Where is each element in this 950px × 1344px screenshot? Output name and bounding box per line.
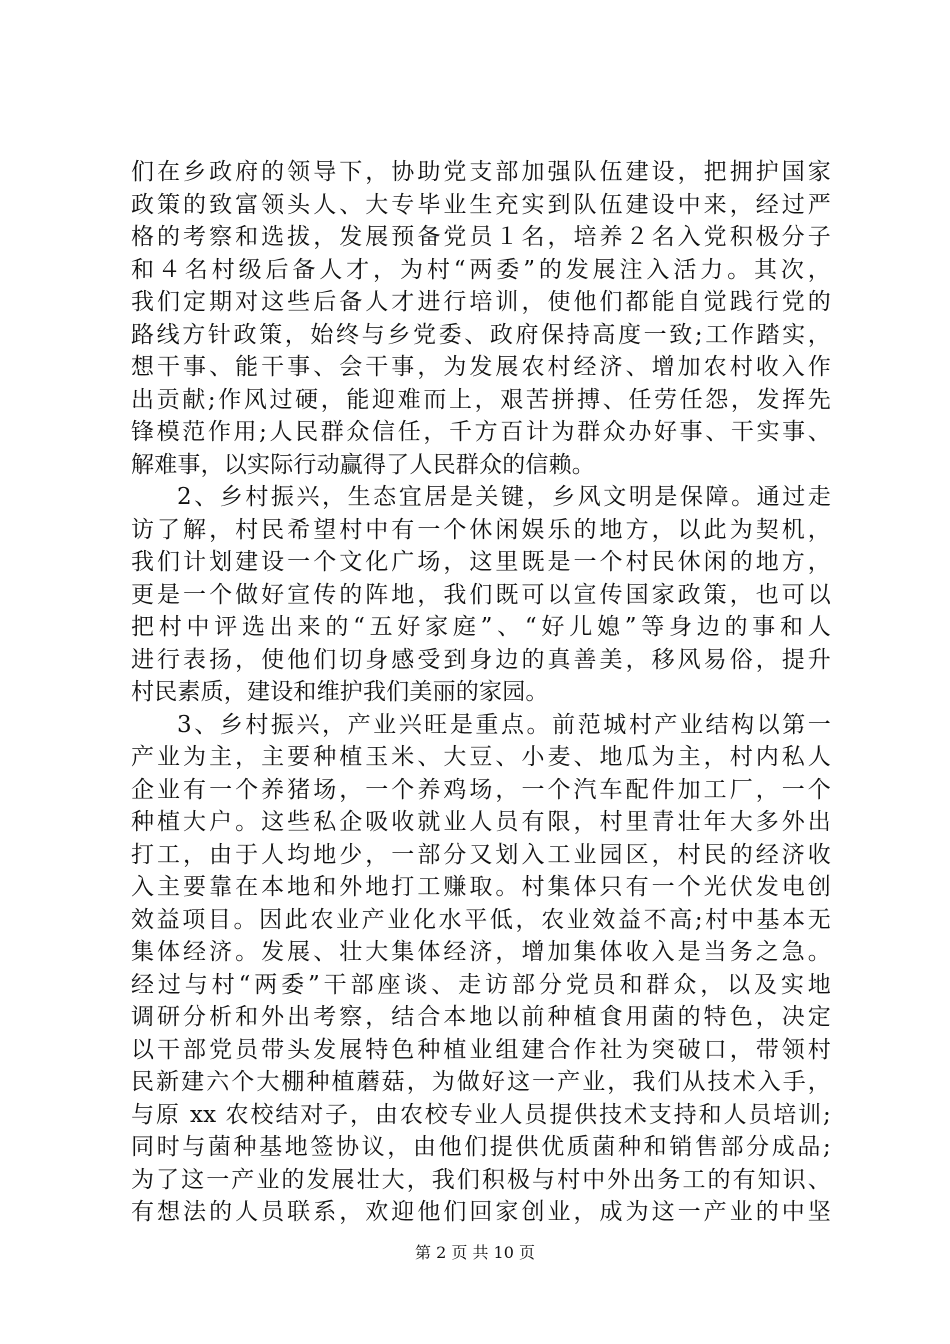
text-line: 我们计划建设一个文化广场，这里既是一个村民休闲的地方， (131, 549, 831, 575)
text-line: 解难事，以实际行动赢得了人民群众的信赖。 (131, 451, 595, 478)
text-line: 集体经济。发展、壮大集体经济，增加集体收入是当务之急。 (131, 939, 831, 965)
text-line: 把村中评选出来的“五好家庭”、“好儿媳”等身边的事和人 (131, 614, 831, 640)
text-line: 政策的致富领头人、大专毕业生充实到队伍建设中来，经过严 (131, 191, 831, 218)
text-line: 打工，由于人均地少，一部分又划入工业园区，村民的经济收 (131, 841, 831, 868)
text-line: 为了这一产业的发展壮大，我们积极与村中外出务工的有知识、 (131, 1166, 831, 1193)
text-line: 种植大户。这些私企吸收就业人员有限，村里青壮年大多外出 (131, 809, 831, 835)
text-line: 产业为主，主要种植玉米、大豆、小麦、地瓜为主，村内私人 (131, 744, 831, 770)
page-footer: 第 2 页 共 10 页 (415, 1243, 535, 1262)
text-line: 2、乡村振兴，生态宜居是关键，乡风文明是保障。通过走 (177, 484, 831, 510)
text-line: 访了解，村民希望村中有一个休闲娱乐的地方，以此为契机， (131, 516, 831, 543)
text-line: 和４名村级后备人才，为村“两委”的发展注入活力。其次， (131, 256, 831, 283)
text-line: 格的考察和选拔，发展预备党员１名，培养２名入党积极分子 (131, 224, 831, 250)
text-line: 更是一个做好宣传的阵地，我们既可以宣传国家政策，也可以 (131, 581, 831, 608)
text-line: 以干部党员带头发展特色种植业组建合作社为突破口，带领村 (131, 1036, 831, 1063)
text-line: 进行表扬，使他们切身感受到身边的真善美，移风易俗，提升 (131, 646, 831, 673)
text-line: 锋模范作用;人民群众信任，千方百计为群众办好事、干实事、 (131, 419, 831, 445)
text-line: 出贡献;作风过硬，能迎难而上，艰苦拼搏、任劳任怨，发挥先 (131, 386, 831, 413)
text-line: 3、乡村振兴，产业兴旺是重点。前范城村产业结构以第一 (177, 711, 831, 738)
text-line: 路线方针政策，始终与乡党委、政府保持高度一致;工作踏实， (131, 321, 831, 348)
text-line: 经过与村“两委”干部座谈、走访部分党员和群众，以及实地 (131, 971, 831, 998)
text-line: 同时与菌种基地签协议，由他们提供优质菌种和销售部分成品; (131, 1134, 831, 1160)
text-line: 们在乡政府的领导下，协助党支部加强队伍建设，把拥护国家 (131, 159, 831, 185)
document-body (131, 156, 831, 1229)
text-line: 我们定期对这些后备人才进行培训，使他们都能自觉践行党的 (131, 289, 831, 315)
text-line: 想干事、能干事、会干事，为发展农村经济、增加农村收入作 (131, 354, 831, 380)
text-line: 与原 xx 农校结对子，由农校专业人员提供技术支持和人员培训; (131, 1101, 831, 1128)
text-line: 民新建六个大棚种植蘑菇，为做好这一产业，我们从技术入手， (131, 1069, 831, 1095)
text-line: 企业有一个养猪场，一个养鸡场，一个汽车配件加工厂，一个 (131, 776, 831, 803)
text-line: 效益项目。因此农业产业化水平低，农业效益不高;村中基本无 (131, 906, 831, 933)
text-line: 村民素质，建设和维护我们美丽的家园。 (131, 679, 549, 705)
text-line: 有想法的人员联系，欢迎他们回家创业，成为这一产业的中坚 (131, 1199, 831, 1225)
text-line: 调研分析和外出考察，结合本地以前种植食用菌的特色，决定 (131, 1004, 831, 1030)
text-line: 入主要靠在本地和外地打工赚取。村集体只有一个光伏发电创 (131, 874, 831, 900)
